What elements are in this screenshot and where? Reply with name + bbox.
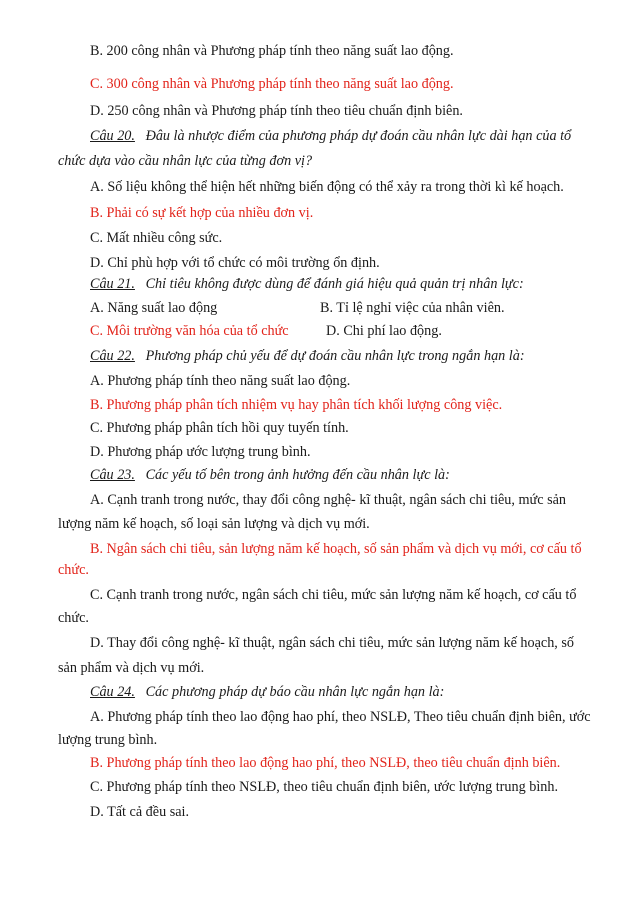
question-21: Câu 21. Chỉ tiêu không được dùng để đánh giá hiệu quả quản trị nhân lực: xyxy=(90,276,524,292)
answer-c: C. Mất nhiều công sức. xyxy=(90,230,223,246)
answer-c-cont: chức. xyxy=(58,610,89,626)
answer-d-cont: sản phẩm và dịch vụ mới. xyxy=(58,660,205,676)
answer-a: A. Phương pháp tính theo lao động hao phí, theo NSLĐ, Theo tiêu chuẩn định biên, ước xyxy=(90,709,591,725)
answer-b: B. Tỉ lệ nghỉ việc của nhân viên. xyxy=(320,300,505,316)
answer-a: A. Số liệu không thể hiện hết những biến động có thể xảy ra trong thời kì kế hoạch. xyxy=(90,179,564,195)
question-24: Câu 24. Các phương pháp dự báo cầu nhân lực ngắn hạn là: xyxy=(90,684,445,700)
answer-a: A. Năng suất lao động xyxy=(90,300,218,316)
answer-a: A. Phương pháp tính theo năng suất lao động. xyxy=(90,373,351,389)
answer-d: D. Tất cả đều sai. xyxy=(90,804,190,820)
answer-row xyxy=(90,299,580,317)
answer-b-correct: B. Phương pháp phân tích nhiệm vụ hay phân tích khối lượng công việc. xyxy=(90,397,503,413)
answer-b-correct: B. Phương pháp tính theo lao động hao phí, theo NSLĐ, theo tiêu chuẩn định biên. xyxy=(90,755,561,771)
answer-b-correct: B. Phải có sự kết hợp của nhiều đơn vị. xyxy=(90,205,314,221)
answer-a-cont: lượng năm kế hoạch, số loại sản lượng và dịch vụ mới. xyxy=(58,516,370,532)
question-20-cont: chức dựa vào cầu nhân lực của từng đơn vị? xyxy=(58,153,313,169)
answer-b-cont: chức. xyxy=(58,562,89,578)
answer-d: D. 250 công nhân và Phương pháp tính theo tiêu chuẩn định biên. xyxy=(90,103,463,119)
question-number: Câu 21. xyxy=(90,276,135,292)
question-20: Câu 20. Đâu là nhược điểm của phương pháp dự đoán cầu nhân lực dài hạn của tổ xyxy=(90,128,572,144)
question-number: Câu 22. xyxy=(90,348,135,364)
answer-c: C. Phương pháp tính theo NSLĐ, theo tiêu chuẩn định biên, ước lượng trung bình. xyxy=(90,779,559,795)
answer-b-correct: B. Ngân sách chi tiêu, sản lượng năm kế hoạch, số sản phẩm và dịch vụ mới, cơ cấu tổ xyxy=(90,541,582,557)
question-22: Câu 22. Phương pháp chủ yếu để dự đoán cầu nhân lực trong ngắn hạn là: xyxy=(90,348,525,364)
question-number: Câu 23. xyxy=(90,467,135,483)
answer-d: D. Chi phí lao động. xyxy=(326,323,442,339)
question-23: Câu 23. Các yếu tố bên trong ảnh hưởng đến cầu nhân lực là: xyxy=(90,467,450,483)
answer-row xyxy=(90,322,580,340)
answer-c-correct: C. 300 công nhân và Phương pháp tính theo năng suất lao động. xyxy=(90,76,454,92)
answer-d: D. Thay đổi công nghệ- kĩ thuật, ngân sách chi tiêu, mức sản lượng năm kế hoạch, số xyxy=(90,635,574,651)
answer-d: D. Phương pháp ước lượng trung bình. xyxy=(90,444,311,460)
answer-a: A. Cạnh tranh trong nước, thay đổi công nghệ- kĩ thuật, ngân sách chi tiêu, mức sản xyxy=(90,492,566,508)
question-number: Câu 24. xyxy=(90,684,135,700)
answer-c: C. Cạnh tranh trong nước, ngân sách chi tiêu, mức sản lượng năm kế hoạch, cơ cấu tổ xyxy=(90,587,577,603)
answer-d: D. Chỉ phù hợp với tổ chức có môi trường ổn định. xyxy=(90,255,380,271)
answer-a-cont: lượng trung bình. xyxy=(58,732,158,748)
answer-b: B. 200 công nhân và Phương pháp tính theo năng suất lao động. xyxy=(90,43,454,59)
question-number: Câu 20. xyxy=(90,128,135,144)
answer-c-correct: C. Môi trường văn hóa của tổ chức xyxy=(90,323,289,339)
answer-c: C. Phương pháp phân tích hồi quy tuyến tính. xyxy=(90,420,349,436)
